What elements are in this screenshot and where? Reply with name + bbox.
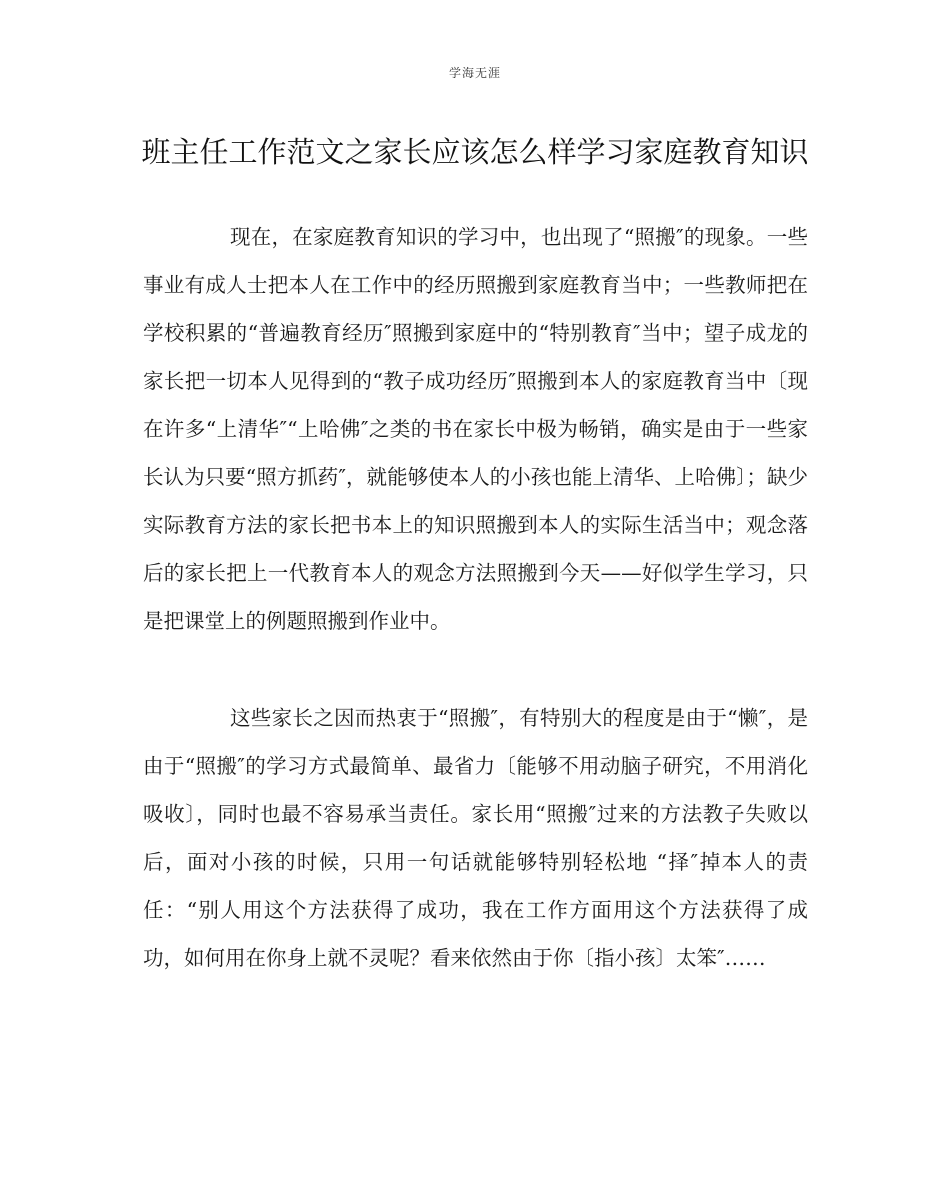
document-title: 班主任工作范文之家长应该怎么样学习家庭教育知识 <box>141 135 809 169</box>
paragraph-2: 这些家长之因而热衷于“照搬″，有特别大的程度是由于“懒″，是由于“照搬″的学习方式最简单、最省力〔能够不用动脑子研究，不用消化吸收〕，同时也最不容易承当责任。家长用“照搬″过来的方法教子失败以后，面对小孩的时候，只用一句话就能够特别轻松地 “择″掉本人的责任：“别人用这个方法获得了成功，我在工作方面用这个方法获得了成功，如何用在你身上就不灵呢？看来依然由于你〔指小孩〕太笨″…… <box>143 706 808 970</box>
page-header: 学海无涯 <box>448 66 501 80</box>
paragraph-1: 现在，在家庭教育知识的学习中，也出现了“照搬″的现象。一些事业有成人士把本人在工作中的经历照搬到家庭教育当中；一些教师把在学校积累的“普遍教育经历″照搬到家庭中的“特别教育″当中；望子成龙的家长把一切本人见得到的“教子成功经历″照搬到本人的家庭教育当中〔现在许多“上清华″“上哈佛″之类的书在家长中极为畅销，确实是由于一些家长认为只要“照方抓药″，就能够使本人的小孩也能上清华、上哈佛〕；缺少实际教育方法的家长把书本上的知识照搬到本人的实际生活当中；观念落后的家长把上一代教育本人的观念方法照搬到今天——好似学生学习，只是把课堂上的例题照搬到作业中。 <box>143 225 808 633</box>
